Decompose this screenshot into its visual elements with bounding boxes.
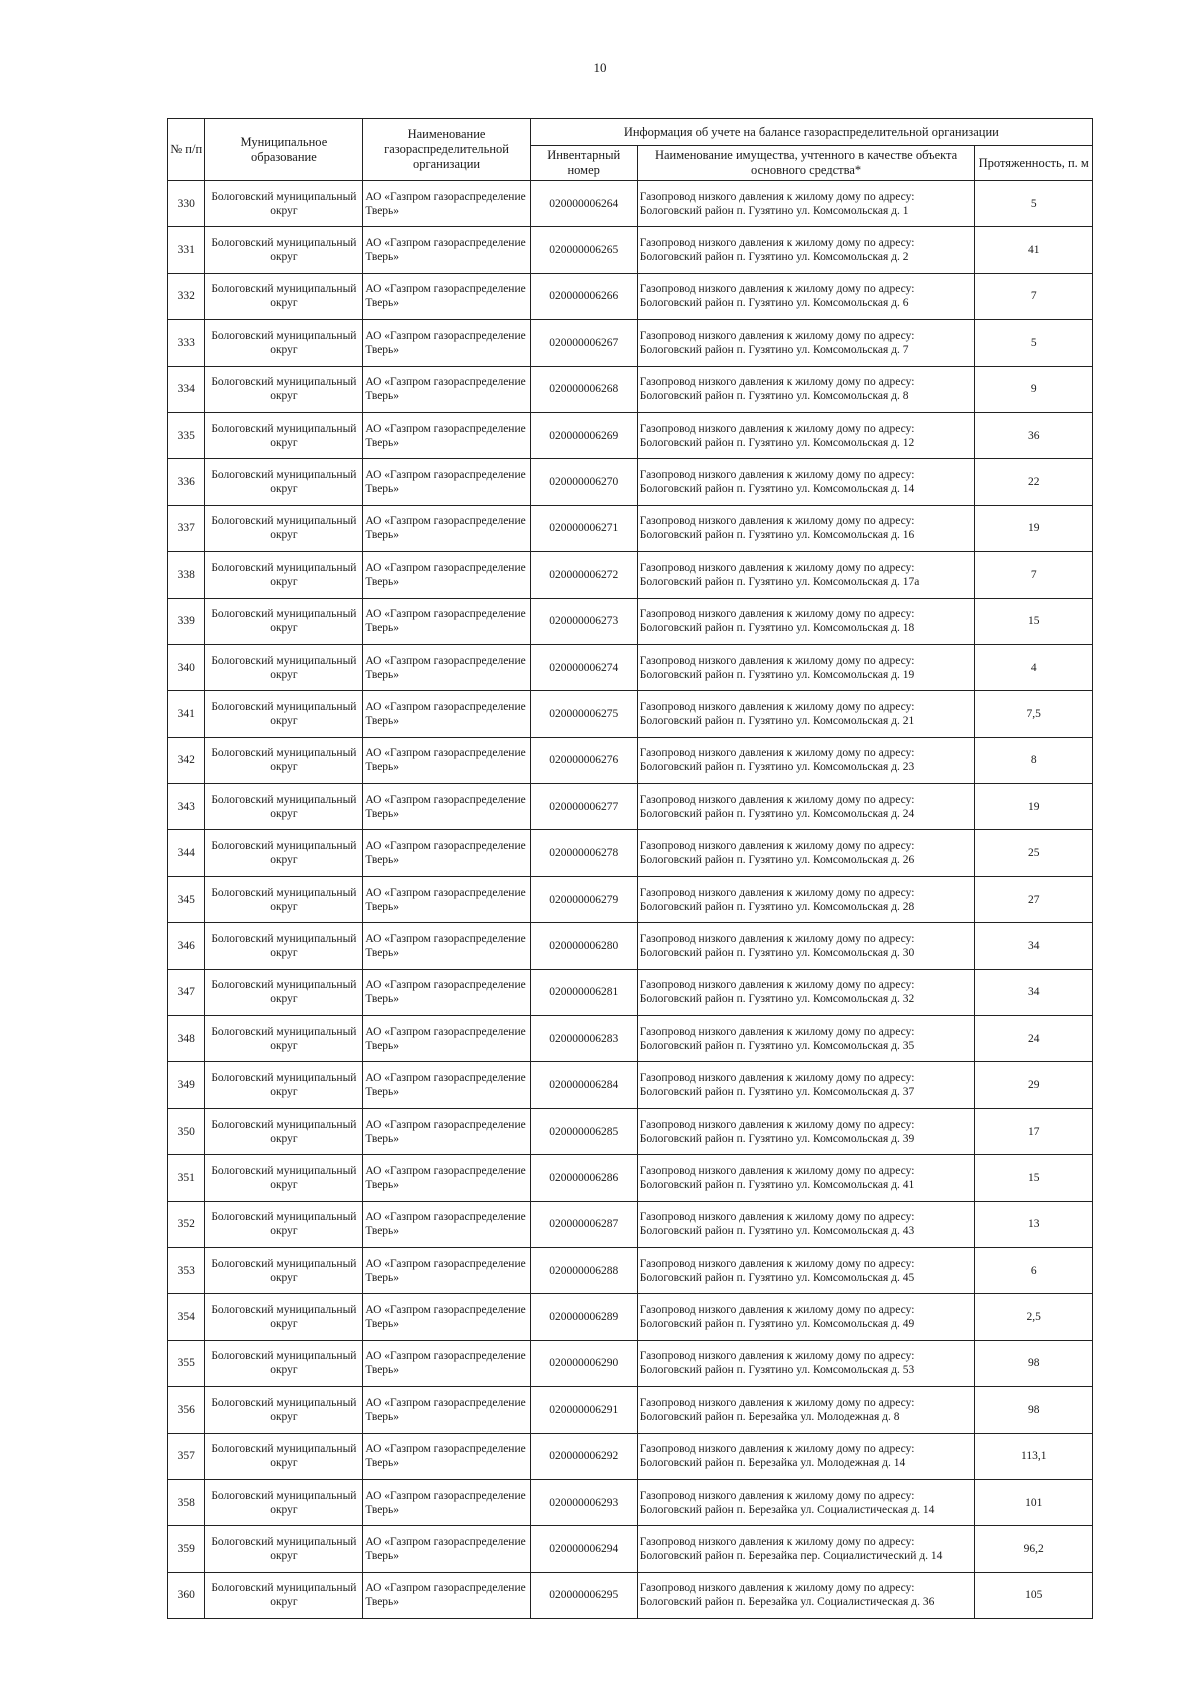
cell-organization: АО «Газпром газораспределение Тверь» [363,1201,530,1247]
table-row [168,1062,1093,1108]
cell-municipality: Бологовский муниципальный округ [205,1247,363,1293]
cell-row-number: 334 [168,366,205,412]
cell-row-number: 333 [168,320,205,366]
cell-row-number: 354 [168,1294,205,1340]
cell-municipality: Бологовский муниципальный округ [205,1387,363,1433]
cell-length: 7,5 [975,691,1093,737]
cell-municipality: Бологовский муниципальный округ [205,552,363,598]
cell-organization: АО «Газпром газораспределение Тверь» [363,227,530,273]
cell-length: 105 [975,1572,1093,1618]
cell-organization: АО «Газпром газораспределение Тверь» [363,1340,530,1386]
cell-length: 98 [975,1340,1093,1386]
cell-municipality: Бологовский муниципальный округ [205,181,363,227]
cell-organization: АО «Газпром газораспределение Тверь» [363,1155,530,1201]
cell-municipality: Бологовский муниципальный округ [205,1526,363,1572]
cell-property-name: Газопровод низкого давления к жилому дому по адресу: Бологовский район п. Гузятино ул. Комсомольская д. 18 [637,598,975,644]
cell-length: 19 [975,505,1093,551]
cell-municipality: Бологовский муниципальный округ [205,737,363,783]
table-row [168,1572,1093,1618]
header-organization: Наименование газораспределительной организации [363,119,530,181]
table-row [168,1155,1093,1201]
cell-organization: АО «Газпром газораспределение Тверь» [363,923,530,969]
cell-property-name: Газопровод низкого давления к жилому дому по адресу: Бологовский район п. Гузятино ул. Комсомольская д. 6 [637,273,975,319]
cell-property-name: Газопровод низкого давления к жилому дому по адресу: Бологовский район п. Гузятино ул. Комсомольская д. 12 [637,412,975,458]
page-number: 10 [593,60,607,75]
cell-municipality: Бологовский муниципальный округ [205,505,363,551]
cell-municipality: Бологовский муниципальный округ [205,1155,363,1201]
cell-length: 29 [975,1062,1093,1108]
header-num: № п/п [168,119,205,181]
cell-organization: АО «Газпром газораспределение Тверь» [363,737,530,783]
cell-row-number: 330 [168,181,205,227]
table-row [168,644,1093,690]
header-inventory: Инвентарный номер [530,146,637,181]
cell-length: 36 [975,412,1093,458]
cell-organization: АО «Газпром газораспределение Тверь» [363,181,530,227]
cell-length: 15 [975,598,1093,644]
cell-property-name: Газопровод низкого давления к жилому дому по адресу: Бологовский район п. Гузятино ул. Комсомольская д. 49 [637,1294,975,1340]
cell-row-number: 357 [168,1433,205,1479]
cell-organization: АО «Газпром газораспределение Тверь» [363,1294,530,1340]
cell-row-number: 359 [168,1526,205,1572]
cell-property-name: Газопровод низкого давления к жилому дому по адресу: Бологовский район п. Березайка ул. Молодежная д. 14 [637,1433,975,1479]
table-row [168,830,1093,876]
cell-length: 2,5 [975,1294,1093,1340]
cell-length: 27 [975,876,1093,922]
cell-row-number: 350 [168,1108,205,1154]
table-row [168,1108,1093,1154]
cell-property-name: Газопровод низкого давления к жилому дому по адресу: Бологовский район п. Гузятино ул. Комсомольская д. 32 [637,969,975,1015]
header-length: Протяженность, п. м [975,146,1093,181]
cell-length: 96,2 [975,1526,1093,1572]
cell-property-name: Газопровод низкого давления к жилому дому по адресу: Бологовский район п. Березайка ул. Социалистическая д. 14 [637,1479,975,1525]
table-row [168,227,1093,273]
cell-length: 25 [975,830,1093,876]
cell-inventory-number: 020000006268 [530,366,637,412]
cell-municipality: Бологовский муниципальный округ [205,1062,363,1108]
cell-row-number: 346 [168,923,205,969]
cell-organization: АО «Газпром газораспределение Тверь» [363,412,530,458]
cell-property-name: Газопровод низкого давления к жилому дому по адресу: Бологовский район п. Березайка ул. Социалистическая д. 36 [637,1572,975,1618]
table-row [168,273,1093,319]
cell-municipality: Бологовский муниципальный округ [205,1340,363,1386]
cell-municipality: Бологовский муниципальный округ [205,598,363,644]
cell-organization: АО «Газпром газораспределение Тверь» [363,830,530,876]
cell-property-name: Газопровод низкого давления к жилому дому по адресу: Бологовский район п. Гузятино ул. Комсомольская д. 45 [637,1247,975,1293]
cell-municipality: Бологовский муниципальный округ [205,227,363,273]
cell-row-number: 358 [168,1479,205,1525]
cell-inventory-number: 020000006280 [530,923,637,969]
cell-row-number: 332 [168,273,205,319]
cell-organization: АО «Газпром газораспределение Тверь» [363,1387,530,1433]
table-body [168,181,1093,1619]
cell-inventory-number: 020000006274 [530,644,637,690]
table-row [168,1387,1093,1433]
table-row [168,412,1093,458]
cell-length: 15 [975,1155,1093,1201]
cell-organization: АО «Газпром газораспределение Тверь» [363,876,530,922]
cell-property-name: Газопровод низкого давления к жилому дому по адресу: Бологовский район п. Гузятино ул. Комсомольская д. 23 [637,737,975,783]
cell-row-number: 355 [168,1340,205,1386]
cell-organization: АО «Газпром газораспределение Тверь» [363,273,530,319]
cell-property-name: Газопровод низкого давления к жилому дому по адресу: Бологовский район п. Гузятино ул. Комсомольская д. 8 [637,366,975,412]
table-row [168,505,1093,551]
table-row [168,181,1093,227]
cell-property-name: Газопровод низкого давления к жилому дому по адресу: Бологовский район п. Гузятино ул. Комсомольская д. 1 [637,181,975,227]
table-row [168,1479,1093,1525]
cell-length: 113,1 [975,1433,1093,1479]
cell-row-number: 336 [168,459,205,505]
cell-property-name: Газопровод низкого давления к жилому дому по адресу: Бологовский район п. Гузятино ул. Комсомольская д. 43 [637,1201,975,1247]
cell-length: 34 [975,923,1093,969]
cell-property-name: Газопровод низкого давления к жилому дому по адресу: Бологовский район п. Березайка пер. Социалистический д. 14 [637,1526,975,1572]
cell-row-number: 352 [168,1201,205,1247]
cell-inventory-number: 020000006284 [530,1062,637,1108]
cell-property-name: Газопровод низкого давления к жилому дому по адресу: Бологовский район п. Гузятино ул. Комсомольская д. 24 [637,784,975,830]
cell-row-number: 339 [168,598,205,644]
cell-municipality: Бологовский муниципальный округ [205,969,363,1015]
cell-inventory-number: 020000006288 [530,1247,637,1293]
cell-organization: АО «Газпром газораспределение Тверь» [363,969,530,1015]
cell-organization: АО «Газпром газораспределение Тверь» [363,644,530,690]
cell-municipality: Бологовский муниципальный округ [205,412,363,458]
cell-inventory-number: 020000006283 [530,1016,637,1062]
header-municipality: Муниципальное образование [205,119,363,181]
cell-inventory-number: 020000006290 [530,1340,637,1386]
cell-property-name: Газопровод низкого давления к жилому дому по адресу: Бологовский район п. Гузятино ул. Комсомольская д. 53 [637,1340,975,1386]
cell-row-number: 351 [168,1155,205,1201]
table-row [168,784,1093,830]
table-row [168,876,1093,922]
cell-row-number: 340 [168,644,205,690]
cell-inventory-number: 020000006271 [530,505,637,551]
cell-inventory-number: 020000006289 [530,1294,637,1340]
table-row [168,737,1093,783]
cell-row-number: 356 [168,1387,205,1433]
cell-row-number: 348 [168,1016,205,1062]
cell-inventory-number: 020000006267 [530,320,637,366]
cell-organization: АО «Газпром газораспределение Тверь» [363,691,530,737]
cell-organization: АО «Газпром газораспределение Тверь» [363,1016,530,1062]
cell-property-name: Газопровод низкого давления к жилому дому по адресу: Бологовский район п. Гузятино ул. Комсомольская д. 2 [637,227,975,273]
cell-length: 9 [975,366,1093,412]
cell-municipality: Бологовский муниципальный округ [205,1572,363,1618]
cell-municipality: Бологовский муниципальный округ [205,691,363,737]
cell-inventory-number: 020000006286 [530,1155,637,1201]
cell-municipality: Бологовский муниципальный округ [205,876,363,922]
cell-inventory-number: 020000006279 [530,876,637,922]
table-row [168,1340,1093,1386]
cell-length: 17 [975,1108,1093,1154]
cell-row-number: 342 [168,737,205,783]
cell-inventory-number: 020000006291 [530,1387,637,1433]
table-row [168,1433,1093,1479]
table-row [168,598,1093,644]
cell-municipality: Бологовский муниципальный округ [205,644,363,690]
cell-municipality: Бологовский муниципальный округ [205,1016,363,1062]
cell-organization: АО «Газпром газораспределение Тверь» [363,552,530,598]
cell-property-name: Газопровод низкого давления к жилому дому по адресу: Бологовский район п. Гузятино ул. Комсомольская д. 17а [637,552,975,598]
header-balance-group: Информация об учете на балансе газораспределительной организации [530,119,1092,146]
cell-property-name: Газопровод низкого давления к жилому дому по адресу: Бологовский район п. Гузятино ул. Комсомольская д. 41 [637,1155,975,1201]
table-row [168,1247,1093,1293]
cell-row-number: 353 [168,1247,205,1293]
cell-municipality: Бологовский муниципальный округ [205,320,363,366]
cell-length: 5 [975,320,1093,366]
cell-length: 98 [975,1387,1093,1433]
header-property-name: Наименование имущества, учтенного в качестве объекта основного средства* [637,146,975,181]
cell-length: 7 [975,273,1093,319]
cell-row-number: 335 [168,412,205,458]
cell-inventory-number: 020000006293 [530,1479,637,1525]
cell-property-name: Газопровод низкого давления к жилому дому по адресу: Бологовский район п. Гузятино ул. Комсомольская д. 30 [637,923,975,969]
cell-organization: АО «Газпром газораспределение Тверь» [363,1479,530,1525]
cell-organization: АО «Газпром газораспределение Тверь» [363,1433,530,1479]
cell-municipality: Бологовский муниципальный округ [205,273,363,319]
cell-length: 7 [975,552,1093,598]
table-row [168,969,1093,1015]
cell-municipality: Бологовский муниципальный округ [205,366,363,412]
cell-row-number: 337 [168,505,205,551]
cell-municipality: Бологовский муниципальный округ [205,830,363,876]
cell-inventory-number: 020000006272 [530,552,637,598]
cell-length: 4 [975,644,1093,690]
cell-organization: АО «Газпром газораспределение Тверь» [363,1247,530,1293]
cell-property-name: Газопровод низкого давления к жилому дому по адресу: Бологовский район п. Гузятино ул. Комсомольская д. 37 [637,1062,975,1108]
cell-length: 101 [975,1479,1093,1525]
cell-row-number: 338 [168,552,205,598]
cell-organization: АО «Газпром газораспределение Тверь» [363,1572,530,1618]
cell-municipality: Бологовский муниципальный округ [205,784,363,830]
cell-municipality: Бологовский муниципальный округ [205,1479,363,1525]
cell-organization: АО «Газпром газораспределение Тверь» [363,459,530,505]
cell-inventory-number: 020000006292 [530,1433,637,1479]
cell-inventory-number: 020000006287 [530,1201,637,1247]
table-row [168,1294,1093,1340]
gas-pipeline-register-table [167,118,1093,1619]
cell-length: 5 [975,181,1093,227]
cell-property-name: Газопровод низкого давления к жилому дому по адресу: Бологовский район п. Гузятино ул. Комсомольская д. 28 [637,876,975,922]
cell-row-number: 360 [168,1572,205,1618]
cell-inventory-number: 020000006295 [530,1572,637,1618]
cell-row-number: 349 [168,1062,205,1108]
table-row [168,1201,1093,1247]
cell-property-name: Газопровод низкого давления к жилому дому по адресу: Бологовский район п. Березайка ул. Молодежная д. 8 [637,1387,975,1433]
cell-row-number: 341 [168,691,205,737]
cell-organization: АО «Газпром газораспределение Тверь» [363,1108,530,1154]
cell-inventory-number: 020000006270 [530,459,637,505]
cell-length: 41 [975,227,1093,273]
table-header [168,119,1093,181]
table-row [168,459,1093,505]
cell-organization: АО «Газпром газораспределение Тверь» [363,784,530,830]
cell-length: 6 [975,1247,1093,1293]
cell-row-number: 331 [168,227,205,273]
cell-inventory-number: 020000006264 [530,181,637,227]
cell-inventory-number: 020000006285 [530,1108,637,1154]
table-row [168,1526,1093,1572]
cell-inventory-number: 020000006275 [530,691,637,737]
cell-length: 19 [975,784,1093,830]
cell-organization: АО «Газпром газораспределение Тверь» [363,366,530,412]
cell-inventory-number: 020000006276 [530,737,637,783]
cell-property-name: Газопровод низкого давления к жилому дому по адресу: Бологовский район п. Гузятино ул. Комсомольская д. 16 [637,505,975,551]
cell-inventory-number: 020000006269 [530,412,637,458]
cell-property-name: Газопровод низкого давления к жилому дому по адресу: Бологовский район п. Гузятино ул. Комсомольская д. 26 [637,830,975,876]
table-row [168,552,1093,598]
cell-inventory-number: 020000006277 [530,784,637,830]
cell-municipality: Бологовский муниципальный округ [205,1108,363,1154]
cell-inventory-number: 020000006265 [530,227,637,273]
cell-organization: АО «Газпром газораспределение Тверь» [363,1526,530,1572]
cell-row-number: 343 [168,784,205,830]
table-row [168,320,1093,366]
cell-length: 24 [975,1016,1093,1062]
cell-length: 13 [975,1201,1093,1247]
cell-organization: АО «Газпром газораспределение Тверь» [363,1062,530,1108]
cell-length: 8 [975,737,1093,783]
cell-property-name: Газопровод низкого давления к жилому дому по адресу: Бологовский район п. Гузятино ул. Комсомольская д. 19 [637,644,975,690]
cell-municipality: Бологовский муниципальный округ [205,923,363,969]
cell-length: 34 [975,969,1093,1015]
cell-property-name: Газопровод низкого давления к жилому дому по адресу: Бологовский район п. Гузятино ул. Комсомольская д. 14 [637,459,975,505]
cell-municipality: Бологовский муниципальный округ [205,1201,363,1247]
table-row [168,691,1093,737]
cell-property-name: Газопровод низкого давления к жилому дому по адресу: Бологовский район п. Гузятино ул. Комсомольская д. 35 [637,1016,975,1062]
cell-length: 22 [975,459,1093,505]
cell-inventory-number: 020000006266 [530,273,637,319]
cell-municipality: Бологовский муниципальный округ [205,1294,363,1340]
table-row [168,923,1093,969]
cell-property-name: Газопровод низкого давления к жилому дому по адресу: Бологовский район п. Гузятино ул. Комсомольская д. 7 [637,320,975,366]
cell-organization: АО «Газпром газораспределение Тверь» [363,598,530,644]
cell-row-number: 347 [168,969,205,1015]
cell-municipality: Бологовский муниципальный округ [205,1433,363,1479]
cell-row-number: 344 [168,830,205,876]
table-row [168,1016,1093,1062]
cell-inventory-number: 020000006273 [530,598,637,644]
cell-property-name: Газопровод низкого давления к жилому дому по адресу: Бологовский район п. Гузятино ул. Комсомольская д. 21 [637,691,975,737]
table-row [168,366,1093,412]
cell-inventory-number: 020000006281 [530,969,637,1015]
cell-organization: АО «Газпром газораспределение Тверь» [363,320,530,366]
cell-organization: АО «Газпром газораспределение Тверь» [363,505,530,551]
cell-property-name: Газопровод низкого давления к жилому дому по адресу: Бологовский район п. Гузятино ул. Комсомольская д. 39 [637,1108,975,1154]
cell-inventory-number: 020000006294 [530,1526,637,1572]
cell-municipality: Бологовский муниципальный округ [205,459,363,505]
cell-inventory-number: 020000006278 [530,830,637,876]
cell-row-number: 345 [168,876,205,922]
